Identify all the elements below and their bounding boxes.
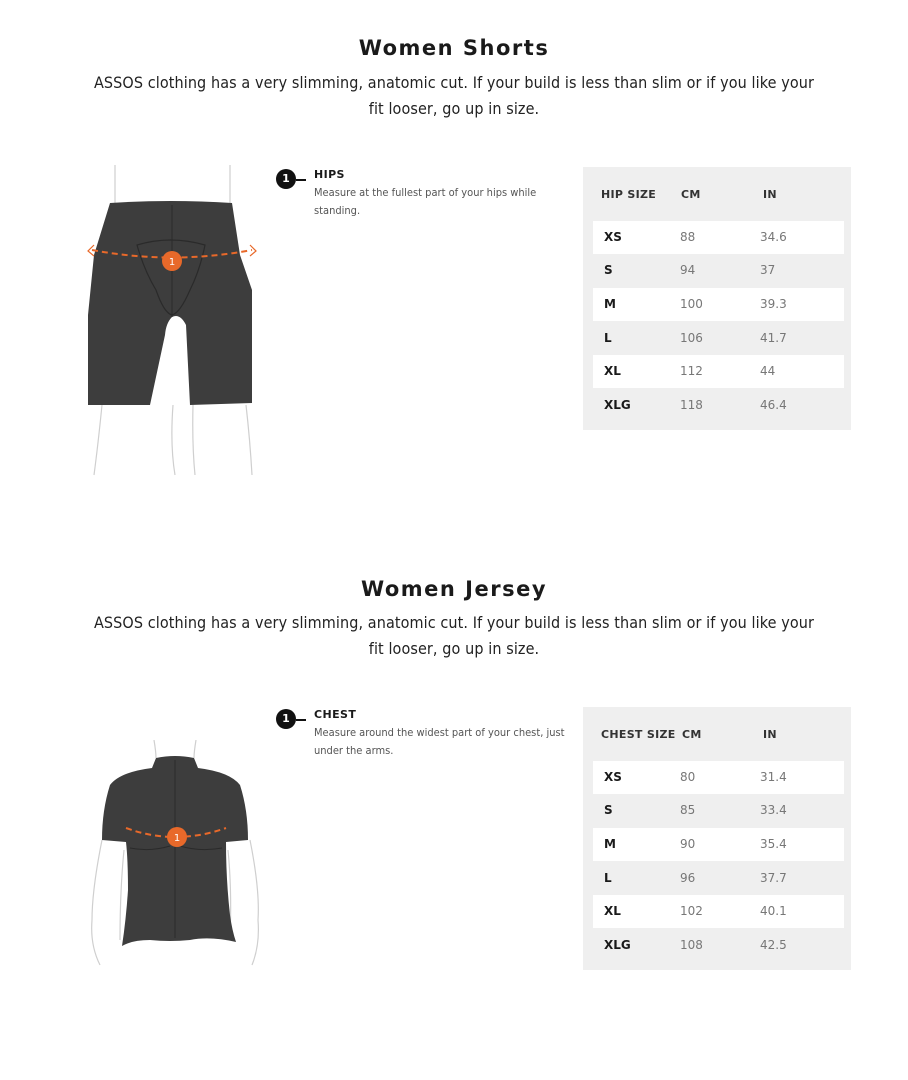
section-title-shorts: Women Shorts	[358, 36, 550, 60]
cell-in: 34.6	[760, 230, 787, 244]
measurement-label: HIPS	[314, 168, 345, 181]
cell-size: L	[604, 331, 612, 345]
intro-line-2: fit looser, go up in size.	[368, 99, 540, 118]
shorts-illustration-icon	[80, 165, 270, 480]
measurement-description: Measure at the fullest part of your hips while standing.	[314, 186, 537, 217]
section-intro-jersey	[40, 610, 868, 662]
table-row	[593, 221, 844, 254]
cell-cm: 88	[680, 230, 696, 244]
table-row	[593, 322, 844, 355]
cell-in: 40.1	[760, 904, 787, 918]
measurement-label: CHEST	[314, 708, 357, 721]
table-row	[593, 929, 844, 962]
section-intro-shorts	[40, 70, 868, 122]
table-row	[593, 288, 844, 321]
table-row	[593, 254, 844, 287]
cell-cm: 90	[680, 837, 696, 851]
cell-cm: 96	[680, 871, 696, 885]
cell-size: M	[604, 837, 616, 851]
cell-in: 42.5	[760, 938, 787, 952]
cell-in: 39.3	[760, 297, 787, 311]
cell-in: 44	[760, 364, 776, 378]
cell-cm: 118	[680, 398, 703, 412]
cell-in: 41.7	[760, 331, 787, 345]
cell-in: 35.4	[760, 837, 787, 851]
cell-size: S	[604, 803, 613, 817]
svg-text:1: 1	[173, 833, 181, 844]
cell-size: S	[604, 263, 613, 277]
jersey-illustration-icon	[80, 740, 270, 980]
cell-cm: 102	[680, 904, 703, 918]
column-header-cm: CM	[682, 728, 702, 741]
measurement-hips	[276, 166, 566, 226]
intro-line-1: ASSOS clothing has a very slimming, anatomic cut. If your build is less than slim or if you like your	[93, 73, 814, 92]
table-header	[583, 707, 851, 763]
cell-cm: 85	[680, 803, 696, 817]
table-row	[593, 828, 844, 861]
size-table-chest	[583, 707, 851, 970]
cell-cm: 94	[680, 263, 696, 277]
cell-in: 33.4	[760, 803, 787, 817]
column-header-in: IN	[763, 188, 777, 201]
size-table-hips	[583, 167, 851, 430]
column-header-in: IN	[763, 728, 777, 741]
cell-size: XLG	[604, 398, 631, 412]
column-header-size: CHEST SIZE	[601, 728, 676, 741]
cell-size: M	[604, 297, 616, 311]
badge-connector	[296, 719, 306, 721]
badge-connector	[296, 179, 306, 181]
cell-cm: 112	[680, 364, 703, 378]
measurement-description: Measure around the widest part of your chest, just under the arms.	[314, 726, 565, 757]
intro-line-2: fit looser, go up in size.	[368, 639, 540, 658]
table-row	[593, 794, 844, 827]
cell-size: XL	[604, 364, 621, 378]
step-number-badge: 1	[276, 709, 296, 729]
cell-in: 37	[760, 263, 776, 277]
cell-cm: 108	[680, 938, 703, 952]
cell-in: 31.4	[760, 770, 787, 784]
cell-in: 46.4	[760, 398, 787, 412]
cell-cm: 80	[680, 770, 696, 784]
table-row	[593, 389, 844, 422]
table-row	[593, 761, 844, 794]
cell-cm: 100	[680, 297, 703, 311]
cell-cm: 106	[680, 331, 703, 345]
cell-in: 37.7	[760, 871, 787, 885]
section-title-jersey: Women Jersey	[360, 577, 548, 601]
column-header-cm: CM	[681, 188, 701, 201]
cell-size: XS	[604, 230, 622, 244]
cell-size: XL	[604, 904, 621, 918]
cell-size: XLG	[604, 938, 631, 952]
table-row	[593, 895, 844, 928]
table-header	[583, 167, 851, 223]
column-header-size: HIP SIZE	[601, 188, 657, 201]
intro-line-1: ASSOS clothing has a very slimming, anatomic cut. If your build is less than slim or if you like your	[93, 613, 814, 632]
table-row	[593, 355, 844, 388]
cell-size: L	[604, 871, 612, 885]
step-number-badge: 1	[276, 169, 296, 189]
measurement-chest	[276, 706, 566, 766]
svg-text:1: 1	[168, 257, 176, 268]
cell-size: XS	[604, 770, 622, 784]
table-row	[593, 862, 844, 895]
